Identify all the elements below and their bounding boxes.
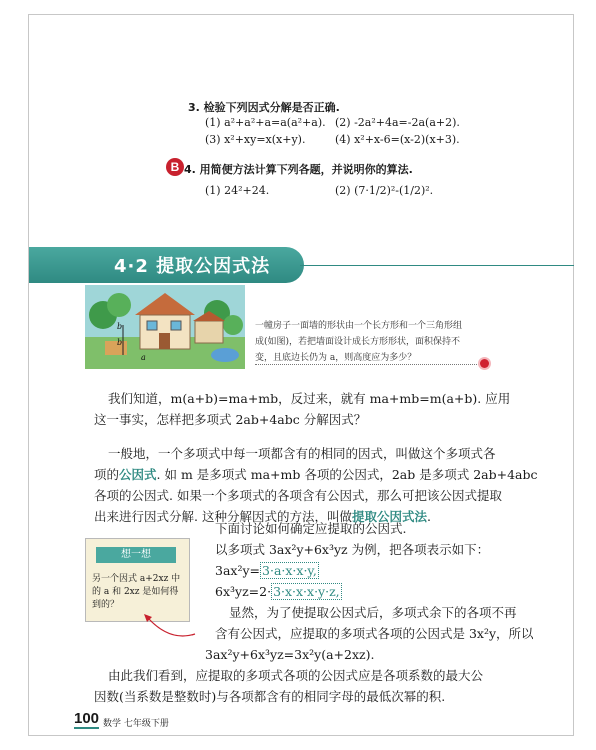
think-box-body: 另一个因式 a+2xz 中的 a 和 2xz 是如何得到的？ — [92, 574, 181, 610]
label-b-upper: b — [117, 322, 123, 331]
exercise-3-item-4: (4) x²+x-6=(x-2)(x+3). — [335, 133, 460, 146]
para2-line1: 一般地，一个多项式中每一项都含有的相同的因式，叫做这个多项式各 — [108, 446, 496, 461]
discussion-line4: 6x³yz=2· 3·x·x·x·y·z, — [215, 584, 340, 599]
section-title: 4·2 提取公因式法 — [114, 256, 271, 277]
curved-arrow — [140, 612, 200, 642]
para2-line3: 各项的公因式. 如果一个多项式的各项含有公因式，那么可把该公因式提取 — [94, 488, 502, 503]
red-dot-marker — [480, 359, 489, 368]
level-b-badge: B — [166, 158, 184, 176]
discussion-line2: 以多项式 3ax²y+6x³yz 为例，把各项表示如下： — [215, 542, 490, 557]
dotted-divider — [255, 364, 483, 365]
exercise-3-item-2: (2) -2a²+4a=-2a(a+2). — [335, 116, 460, 129]
house-illustration — [85, 285, 245, 369]
think-box-header: 想一想 — [96, 547, 176, 563]
section-heading-bar — [29, 247, 304, 283]
para1-line2: 这一事实，怎样把多项式 2ab+4abc 分解因式？ — [94, 412, 367, 427]
exercise-4-item-2: (2) (7·1/2)²-(1/2)². — [335, 184, 434, 197]
exercise-3-title: 3. 检验下列因式分解是否正确. — [188, 101, 340, 114]
exercise-4-title: 4. 用简便方法计算下列各题，并说明你的算法. — [184, 163, 413, 176]
label-a: a — [141, 353, 146, 362]
discussion-line6: 含有公因式，应提取的多项式各项的公因式是 3x²y，所以 — [215, 626, 534, 641]
conclusion-line1: 由此我们看到，应提取的多项式各项的公因式应是各项系数的最大公 — [108, 668, 484, 683]
discussion-line1: 下面讨论如何确定应提取的公因式. — [215, 521, 407, 536]
think-box — [85, 538, 190, 622]
discussion-line7: 3ax²y+6x³yz=3x²y(a+2xz). — [205, 647, 375, 662]
exercise-4-item-1: (1) 24²+24. — [205, 184, 270, 197]
term-extract-method: 提取公因式法 — [351, 509, 427, 524]
intro-problem-text: 一幢房子一面墙的形状由一个长方形和一个三角形组成(如图)，若把墙面设计成长方形形状，面积保持不变，且底边长仍为 a，则高度应为多少？ — [255, 321, 463, 363]
factored-term-2: 3·x·x·x·y·z, — [273, 584, 340, 599]
page-number: 100 — [74, 710, 100, 727]
conclusion-line2: 因数(当系数是整数时)与各项都含有的相同字母的最低次幂的积. — [94, 689, 446, 704]
exercise-3-item-3: (3) x²+xy=x(x+y). — [205, 133, 306, 146]
term-common-factor: 公因式 — [119, 467, 157, 482]
label-b-lower: b — [117, 338, 123, 347]
book-title-footer: 数学 七年级下册 — [103, 719, 169, 729]
para2-line2: 项的公因式. 如 m 是多项式 ma+mb 各项的公因式，2ab 是多项式 2ab+4abc — [94, 467, 538, 482]
para2-line4: 出来进行因式分解. 这种分解因式的方法，叫做提取公因式法. — [94, 509, 431, 524]
factored-term-1: 3·a·x·x·y, — [262, 563, 317, 578]
exercise-3-item-1: (1) a²+a²+a=a(a²+a). — [205, 116, 326, 129]
house-drawing — [85, 285, 245, 369]
discussion-line5: 显然，为了使提取公因式后，多项式余下的各项不再 — [229, 605, 517, 620]
para1-line1: 我们知道，m(a+b)=ma+mb，反过来，就有 ma+mb=m(a+b). 应用 — [108, 391, 511, 406]
discussion-line3: 3ax²y= 3·a·x·x·y, — [215, 563, 317, 578]
section-rule — [300, 265, 574, 266]
